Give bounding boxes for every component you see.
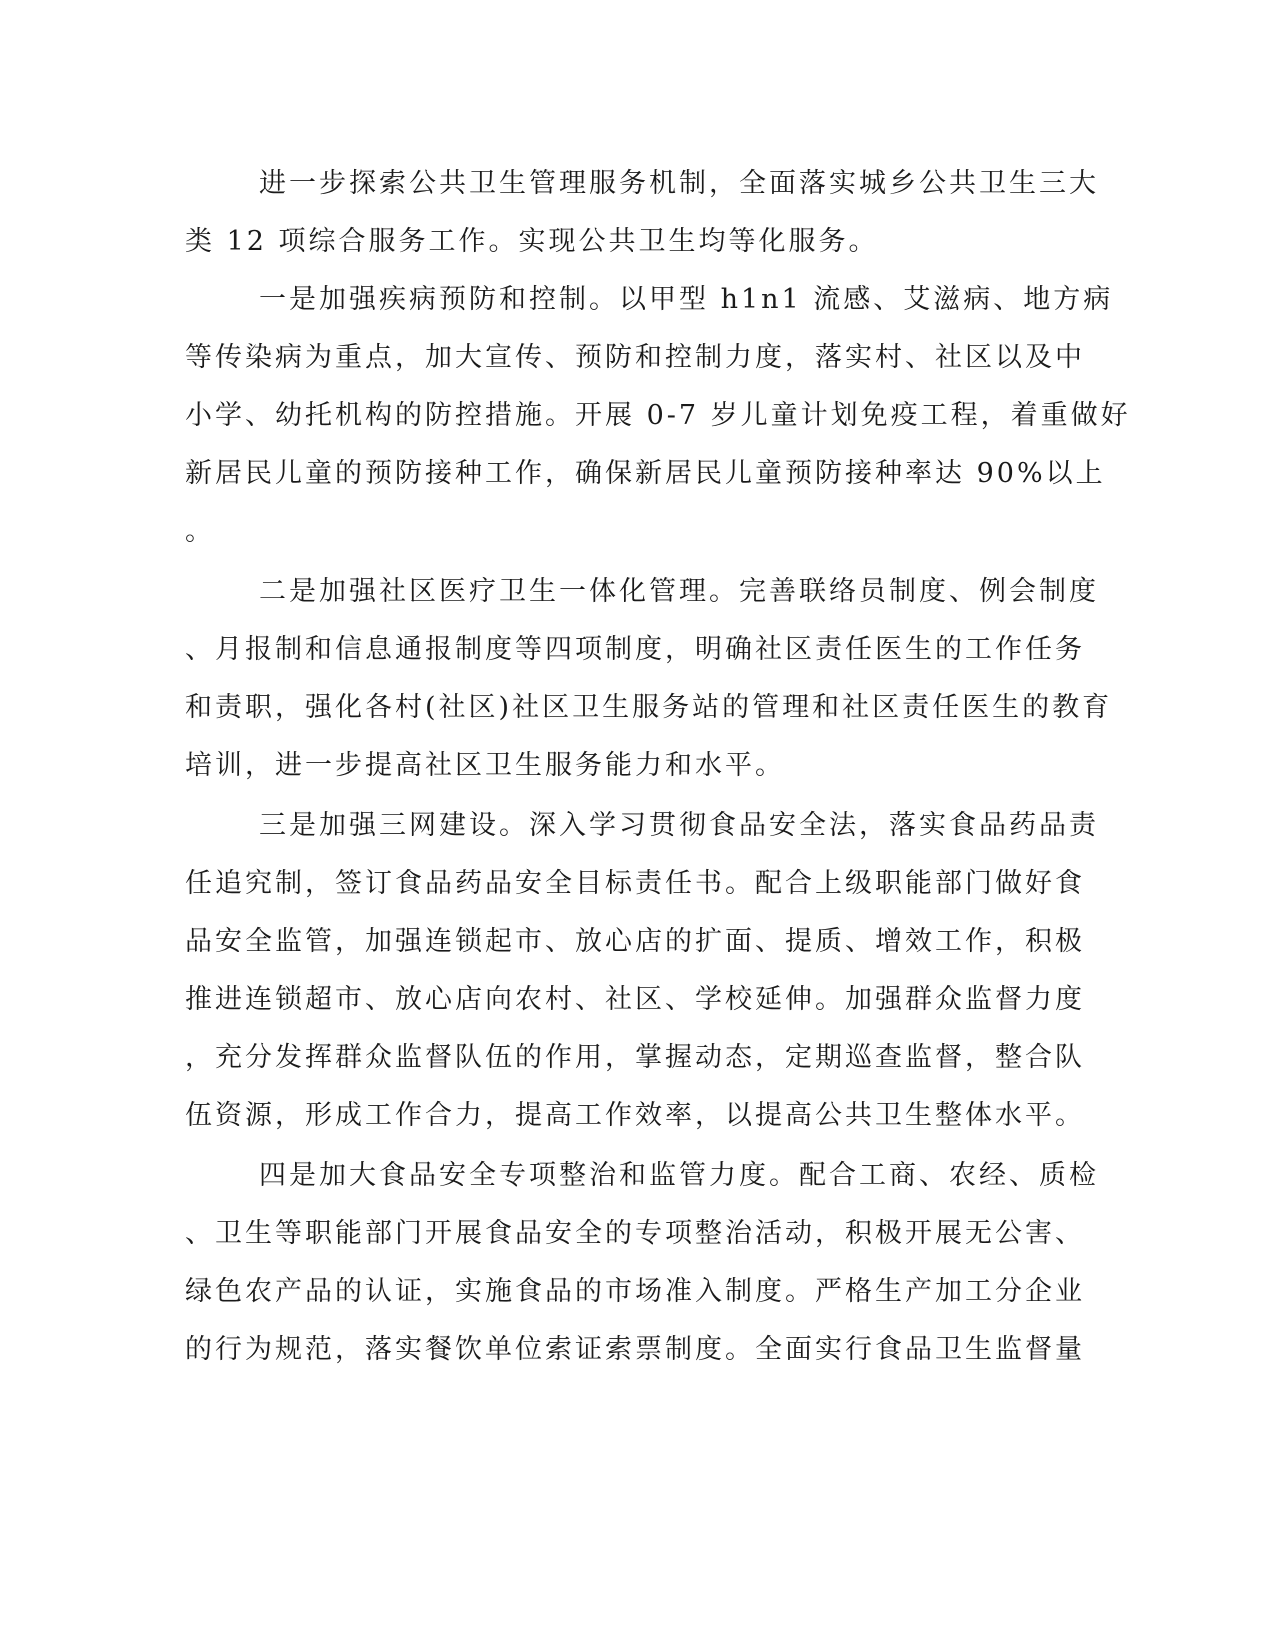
paragraph-1-line-2: 类 12 项综合服务工作。实现公共卫生均等化服务。: [185, 226, 879, 257]
paragraph-2-line-4: 新居民儿童的预防接种工作，确保新居民儿童预防接种率达 90%以上: [185, 458, 1106, 489]
paragraph-4-line-2: 任追究制，签订食品药品安全目标责任书。配合上级职能部门做好食: [185, 868, 1085, 899]
paragraph-3-line-1: 二是加强社区医疗卫生一体化管理。完善联络员制度、例会制度: [259, 576, 1099, 607]
paragraph-3-line-2: 、月报制和信息通报制度等四项制度，明确社区责任医生的工作任务: [185, 634, 1085, 665]
paragraph-5-line-2: 、卫生等职能部门开展食品安全的专项整治活动，积极开展无公害、: [185, 1218, 1085, 1249]
paragraph-4-line-4: 推进连锁超市、放心店向农村、社区、学校延伸。加强群众监督力度: [185, 984, 1085, 1015]
paragraph-1-line-1: 进一步探索公共卫生管理服务机制，全面落实城乡公共卫生三大: [259, 168, 1099, 199]
paragraph-4-line-3: 品安全监管，加强连锁起市、放心店的扩面、提质、增效工作，积极: [185, 926, 1085, 957]
paragraph-5-line-3: 绿色农产品的认证，实施食品的市场准入制度。严格生产加工分企业: [185, 1276, 1085, 1307]
paragraph-5-line-1: 四是加大食品安全专项整治和监管力度。配合工商、农经、质检: [259, 1160, 1099, 1191]
paragraph-3-line-3: 和责职，强化各村(社区)社区卫生服务站的管理和社区责任医生的教育: [185, 692, 1113, 723]
paragraph-2-line-1: 一是加强疾病预防和控制。以甲型 h1n1 流感、艾滋病、地方病: [259, 284, 1114, 315]
paragraph-2-line-2: 等传染病为重点，加大宣传、预防和控制力度，落实村、社区以及中: [185, 342, 1085, 373]
paragraph-4-line-6: 伍资源，形成工作合力，提高工作效率，以提高公共卫生整体水平。: [185, 1100, 1085, 1131]
paragraph-5-line-4: 的行为规范，落实餐饮单位索证索票制度。全面实行食品卫生监督量: [185, 1334, 1085, 1365]
paragraph-2-line-5: 。: [185, 516, 215, 547]
paragraph-4-line-1: 三是加强三网建设。深入学习贯彻食品安全法，落实食品药品责: [259, 810, 1099, 841]
paragraph-4-line-5: ，充分发挥群众监督队伍的作用，掌握动态，定期巡查监督，整合队: [185, 1042, 1085, 1073]
paragraph-3-line-4: 培训，进一步提高社区卫生服务能力和水平。: [185, 750, 785, 781]
paragraph-2-line-3: 小学、幼托机构的防控措施。开展 0-7 岁儿童计划免疫工程，着重做好: [185, 400, 1131, 431]
